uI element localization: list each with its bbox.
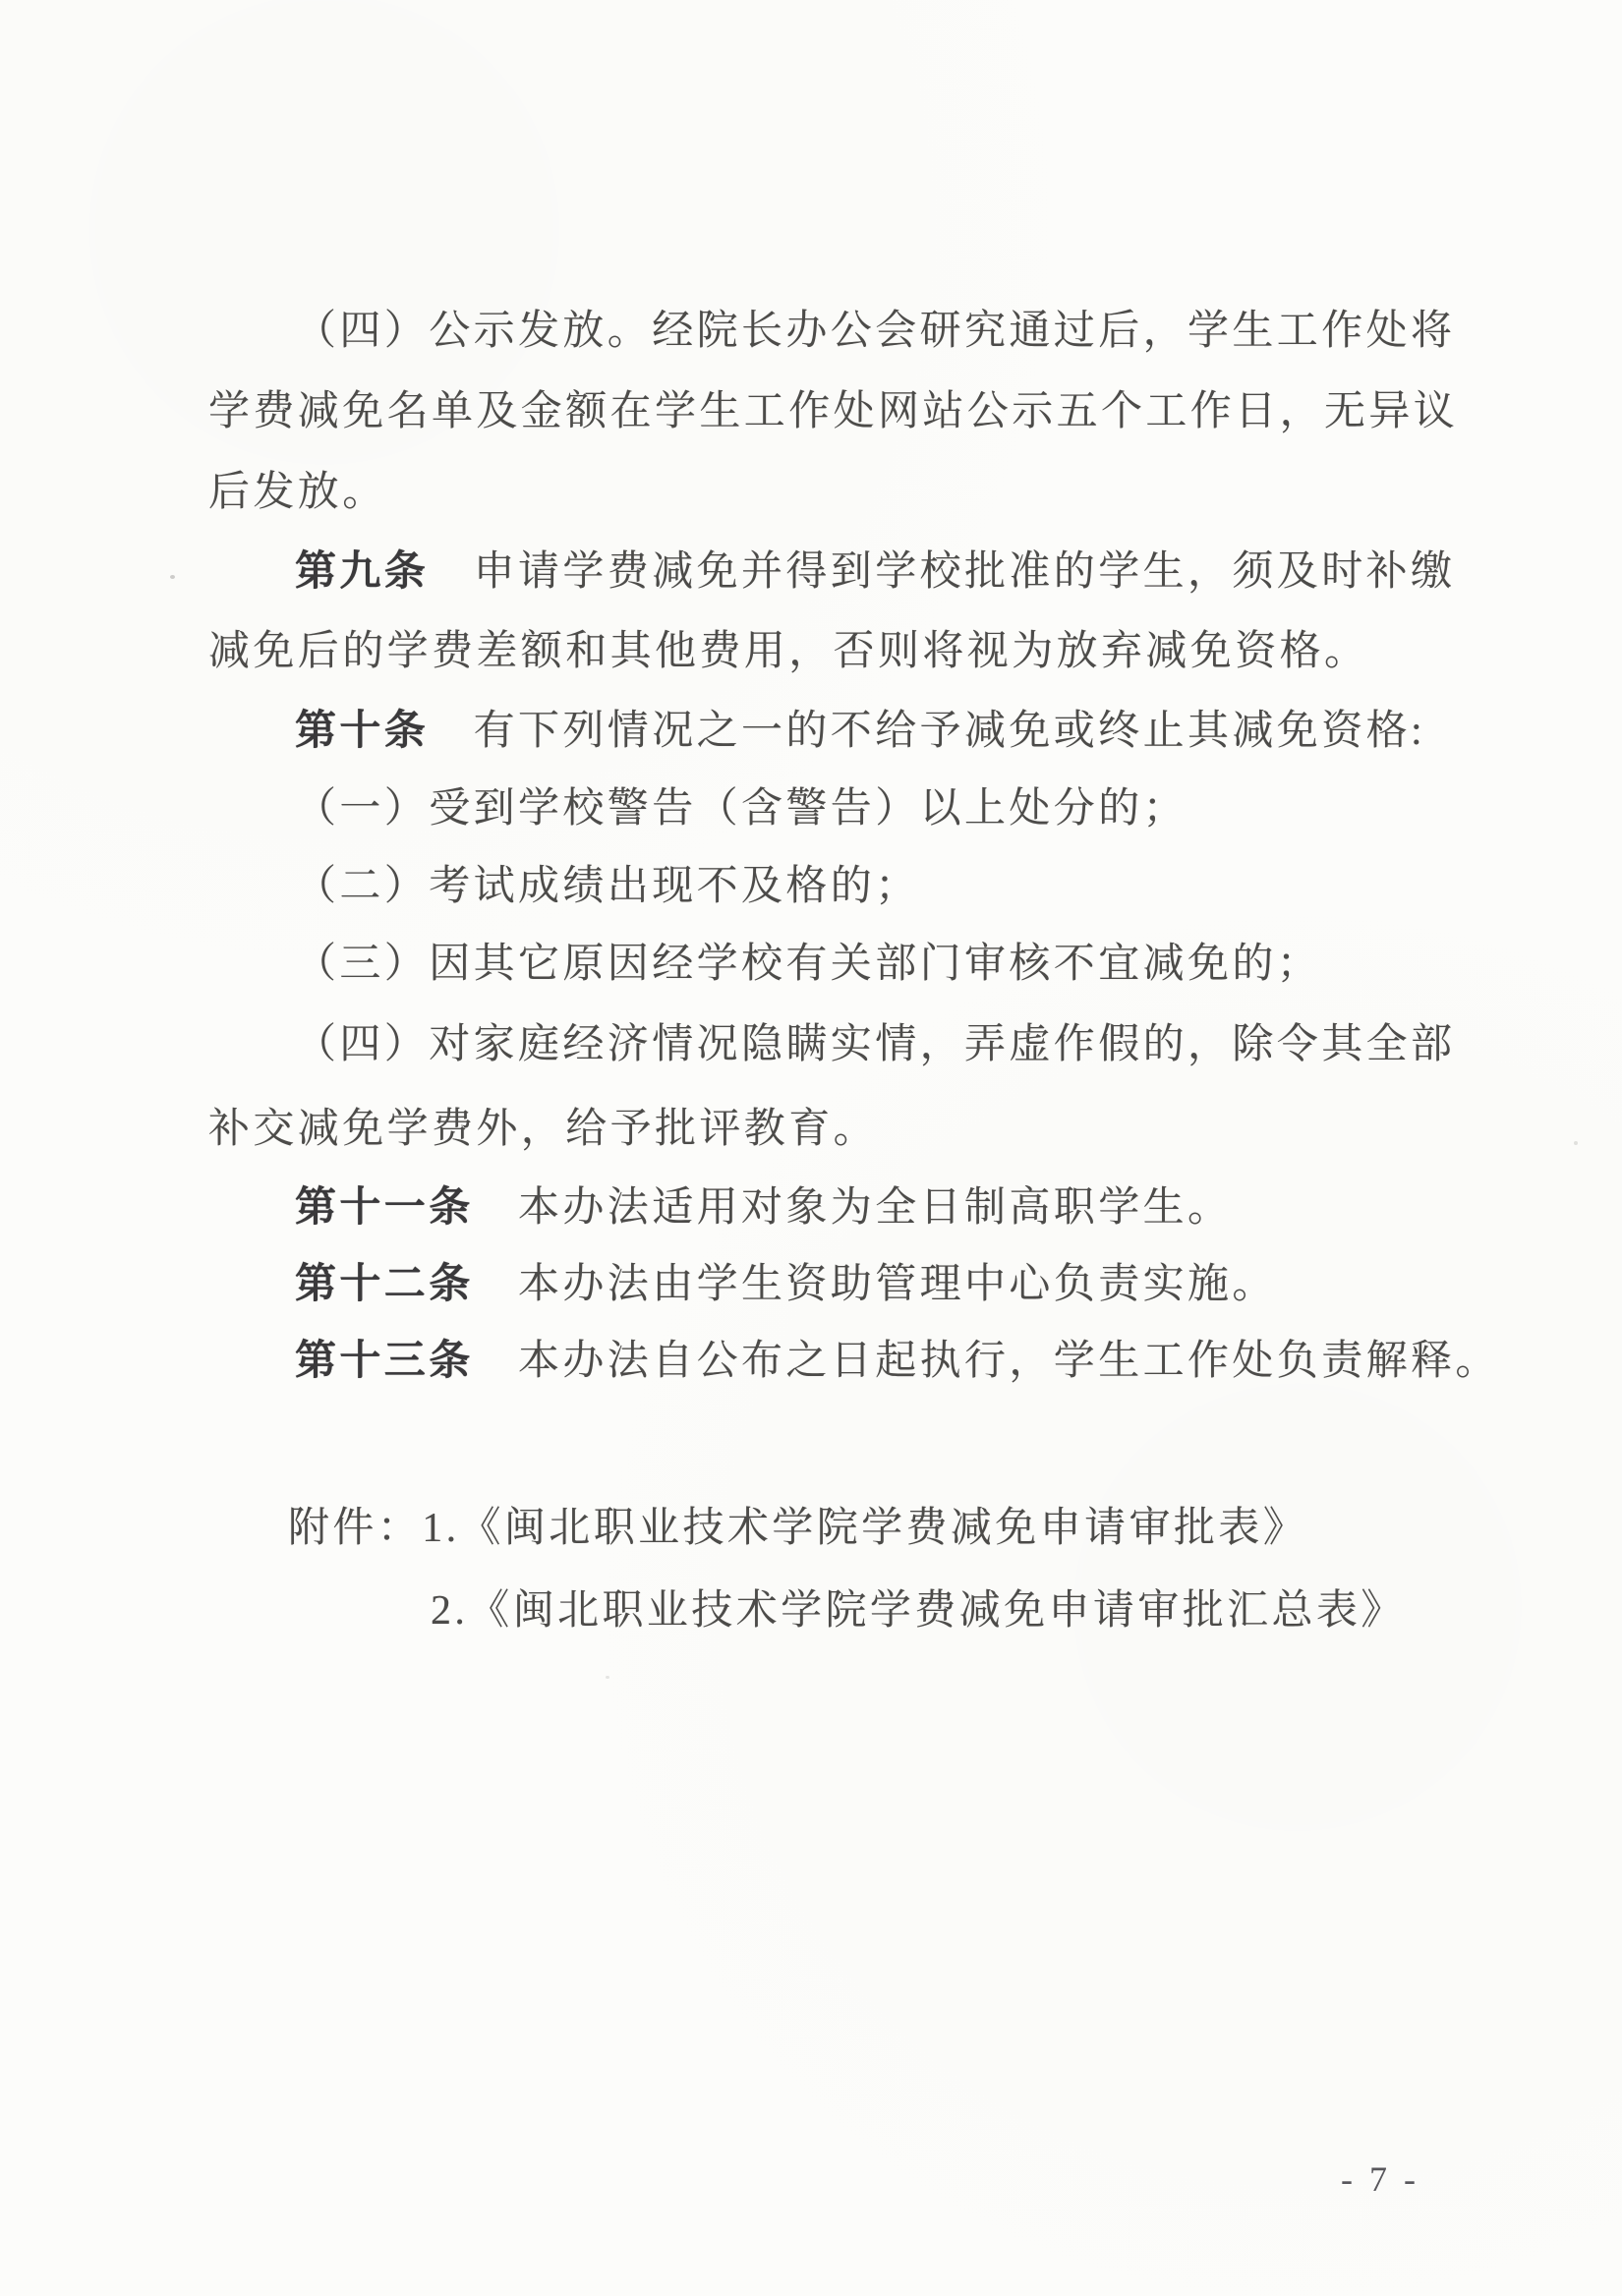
line-text: 减免后的学费差额和其他费用，否则将视为放弃减免资格。 bbox=[208, 629, 1369, 674]
line-text: （二）考试成绩出现不及格的； bbox=[295, 864, 920, 909]
line-text: 学费减免名单及金额在学生工作处网站公示五个工作日，无异议 bbox=[208, 389, 1459, 434]
doc-line bbox=[295, 1262, 1277, 1307]
attachment-item: 2.《闽北职业技术学院学费减免申请审批汇总表》 bbox=[431, 1588, 1406, 1634]
line-text: 申请学费减免并得到学校批准的学生，须及时补缴 bbox=[429, 549, 1456, 595]
doc-line bbox=[208, 1107, 878, 1152]
doc-line bbox=[295, 549, 1455, 595]
line-text: 本办法由学生资助管理中心负责实施。 bbox=[473, 1262, 1277, 1307]
doc-line bbox=[295, 309, 1455, 354]
attachments-line bbox=[288, 1506, 1307, 1551]
line-text: （四）公示发放。经院长办公会研究通过后，学生工作处将 bbox=[295, 309, 1456, 354]
line-text: 后发放。 bbox=[208, 470, 387, 515]
scan-speck bbox=[1574, 1141, 1578, 1145]
doc-line bbox=[295, 786, 1188, 832]
doc-line bbox=[295, 1185, 1232, 1231]
doc-line bbox=[295, 864, 920, 909]
line-text: 本办法自公布之日起执行，学生工作处负责解释。 bbox=[473, 1339, 1500, 1384]
article-heading: 第十三条 bbox=[295, 1339, 474, 1384]
line-text: 本办法适用对象为全日制高职学生。 bbox=[473, 1185, 1233, 1231]
line-text: 有下列情况之一的不给予减免或终止其减免资格: bbox=[429, 709, 1426, 754]
line-text: （三）因其它原因经学校有关部门审核不宜减免的； bbox=[295, 942, 1322, 987]
doc-line bbox=[295, 942, 1321, 987]
doc-line bbox=[295, 1022, 1455, 1067]
attachment-item: 1.《闽北职业技术学院学费减免申请审批表》 bbox=[422, 1506, 1308, 1551]
article-heading: 第十一条 bbox=[295, 1185, 474, 1231]
attachments-line bbox=[431, 1588, 1406, 1634]
article-heading: 第十条 bbox=[295, 709, 430, 754]
article-heading: 第十二条 bbox=[295, 1262, 474, 1307]
doc-line bbox=[208, 470, 387, 515]
doc-line bbox=[208, 389, 1458, 434]
scan-speck bbox=[170, 575, 175, 579]
doc-line bbox=[295, 1339, 1500, 1384]
article-heading: 第九条 bbox=[295, 549, 430, 595]
scan-speck bbox=[606, 1676, 609, 1679]
line-text: （四）对家庭经济情况隐瞒实情，弄虚作假的，除令其全部 bbox=[295, 1022, 1456, 1067]
line-text: 补交减免学费外，给予批评教育。 bbox=[208, 1107, 879, 1152]
attachments-label: 附件： bbox=[288, 1506, 423, 1551]
doc-line bbox=[295, 709, 1425, 754]
line-text: （一）受到学校警告（含警告）以上处分的； bbox=[295, 786, 1188, 832]
page-number: - 7 - bbox=[1341, 2159, 1419, 2199]
doc-line bbox=[208, 629, 1368, 674]
